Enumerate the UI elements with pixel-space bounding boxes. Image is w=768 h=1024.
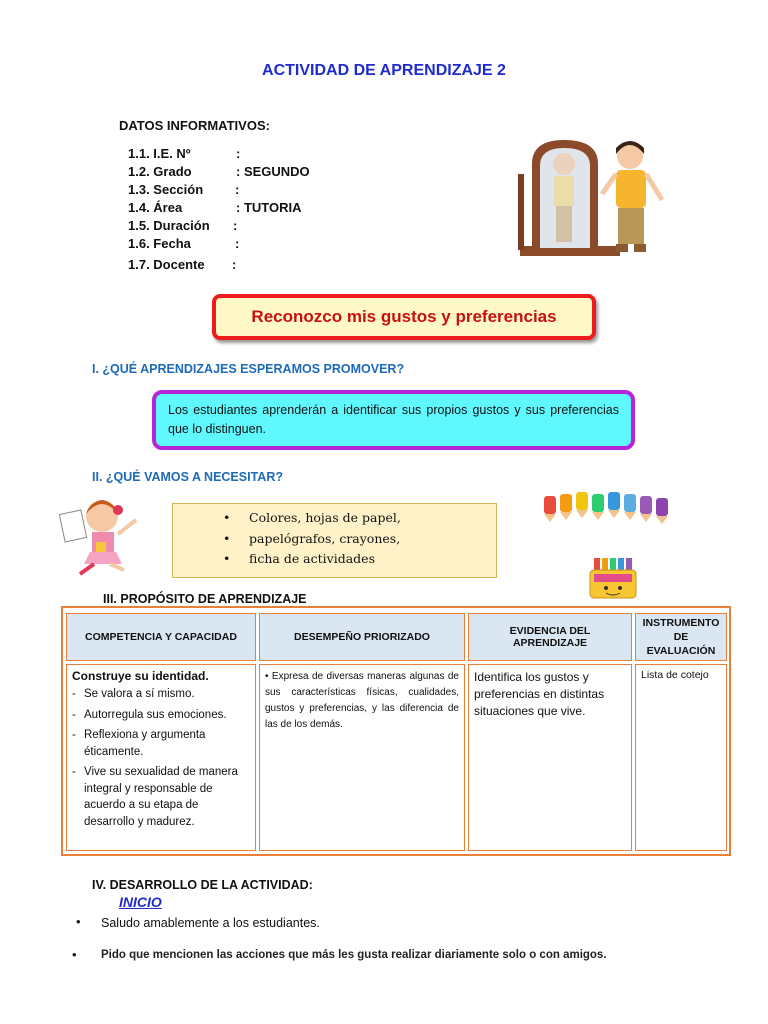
bullet-icon: • bbox=[76, 914, 81, 929]
crayon-box-illustration bbox=[588, 556, 644, 602]
phase-inicio-heading: INICIO bbox=[119, 894, 162, 910]
datos-label: 1.4. Área bbox=[128, 200, 183, 215]
datos-value: : bbox=[235, 182, 240, 197]
section-4-heading: IV. DESARROLLO DE LA ACTIVIDAD: bbox=[92, 878, 313, 892]
datos-heading: DATOS INFORMATIVOS: bbox=[119, 118, 270, 133]
list-item: • ficha de actividades bbox=[249, 549, 496, 570]
colored-pencils-illustration bbox=[540, 490, 672, 524]
datos-label: 1.2. Grado bbox=[128, 164, 192, 179]
materials-box bbox=[172, 503, 497, 578]
datos-value: : bbox=[235, 236, 240, 251]
list-item: • Colores, hojas de papel, bbox=[249, 508, 496, 529]
section-2-heading: II. ¿QUÉ VAMOS A NECESITAR? bbox=[92, 470, 283, 484]
datos-label: 1.5. Duración bbox=[128, 218, 210, 233]
purpose-table bbox=[61, 606, 731, 856]
competencia-cell bbox=[66, 664, 256, 851]
datos-label: 1.1. I.E. Nº bbox=[128, 146, 191, 161]
mirror-girl-illustration bbox=[512, 134, 682, 266]
datos-label: 1.3. Sección bbox=[128, 182, 204, 197]
datos-label: 1.7. Docente bbox=[128, 257, 205, 272]
datos-value: : bbox=[232, 257, 237, 272]
list-item: • papelógrafos, crayones, bbox=[249, 529, 496, 550]
activity-bullet: Pido que mencionen las acciones que más les gusta realizar diariamente solo o con amigos. bbox=[101, 949, 607, 961]
bullet-icon: • bbox=[72, 947, 77, 962]
list-item: - Reflexiona y argumenta éticamente. bbox=[72, 727, 250, 760]
materials-list bbox=[249, 508, 496, 570]
desempeno-cell: • Expresa de diversas maneras algunas de sus características físicas, cualidades, gustos y preferencias, y las diferencia de las de los demás. bbox=[259, 664, 465, 851]
section-1-heading: I. ¿QUÉ APRENDIZAJES ESPERAMOS PROMOVER? bbox=[92, 362, 405, 376]
competencia-title: Construye su identidad. bbox=[72, 669, 209, 683]
datos-value: : TUTORIA bbox=[236, 200, 302, 215]
datos-label: 1.6. Fecha bbox=[128, 236, 191, 251]
activity-bullet: Saludo amablemente a los estudiantes. bbox=[101, 916, 320, 930]
list-item: - Vive su sexualidad de manera integral y responsable de acuerdo a su etapa de desarrollo y madurez. bbox=[72, 764, 250, 830]
table-header: DESEMPEÑO PRIORIZADO bbox=[259, 613, 465, 661]
section-3-heading: III. PROPÓSITO DE APRENDIZAJE bbox=[103, 592, 307, 606]
list-item: - Autorregula sus emociones. bbox=[72, 707, 250, 724]
datos-value: : SEGUNDO bbox=[236, 164, 310, 179]
table-header: INSTRUMENTO DE EVALUACIÓN bbox=[635, 613, 727, 661]
instrumento-cell: Lista de cotejo bbox=[635, 664, 727, 851]
table-header: COMPETENCIA Y CAPACIDAD bbox=[66, 613, 256, 661]
capacidades-list bbox=[72, 686, 250, 830]
evidencia-cell: Identifica los gustos y preferencias en distintas situaciones que vive. bbox=[468, 664, 632, 851]
learning-objective-box: Los estudiantes aprenderán a identificar sus propios gustos y sus preferencias que lo distinguen. bbox=[152, 390, 635, 450]
datos-value: : bbox=[236, 146, 241, 161]
list-item: - Se valora a sí mismo. bbox=[72, 686, 250, 703]
datos-value: : bbox=[233, 218, 238, 233]
table-header: EVIDENCIA DEL APRENDIZAJE bbox=[468, 613, 632, 661]
girl-with-paper-illustration bbox=[56, 494, 146, 578]
topic-banner: Reconozco mis gustos y preferencias bbox=[212, 294, 596, 340]
page-title: ACTIVIDAD DE APRENDIZAJE 2 bbox=[262, 62, 506, 79]
